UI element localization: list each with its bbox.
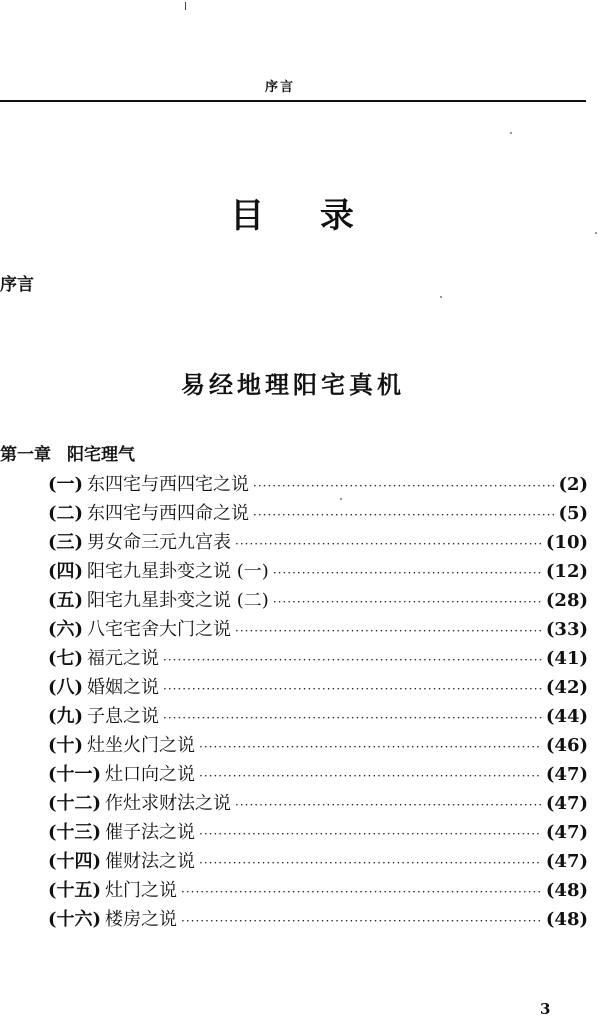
toc-leader [235, 617, 542, 646]
toc-entry [48, 470, 588, 499]
toc-entry-number: (十六) [48, 909, 102, 930]
scan-artifact [340, 498, 342, 500]
toc-entry-number: (三) [48, 532, 84, 553]
toc-entry-number: (一) [48, 474, 84, 495]
toc-entry-number: (十一) [48, 764, 102, 785]
chapter-number: 第一章 [0, 445, 51, 465]
toc-entry-page: (5) [558, 503, 588, 524]
toc-entry-page: (33) [545, 619, 588, 640]
toc-entry-label: 灶门之说 [105, 880, 178, 901]
toc-entry [48, 615, 588, 644]
toc-entry-label: 东四宅与西四宅之说 [87, 474, 250, 495]
book-title: 易经地理阳宅真机 [181, 371, 405, 399]
toc-entry-label: 催财法之说 [105, 851, 196, 872]
toc-leader [199, 762, 542, 791]
toc-leader [199, 733, 542, 762]
chapter-title [0, 440, 135, 465]
toc-entry-label: 阳宅九星卦变之说 (二) [87, 590, 269, 611]
toc-entry-label: 催子法之说 [105, 822, 196, 843]
toc-entry [48, 528, 588, 557]
toc-entry-label: 阳宅九星卦变之说 (一) [87, 561, 269, 582]
toc-entry-page: (47) [545, 822, 588, 843]
toc-list [48, 470, 588, 934]
toc-leader [163, 704, 542, 733]
toc-entry-page: (44) [545, 706, 588, 727]
toc-entry [48, 644, 588, 673]
toc-leader [199, 820, 542, 849]
toc-entry-page: (41) [545, 648, 588, 669]
toc-leader [273, 588, 542, 617]
toc-entry-number: (五) [48, 590, 84, 611]
toc-entry [48, 789, 588, 818]
toc-entry-number: (九) [48, 706, 84, 727]
toc-entry [48, 760, 588, 789]
toc-leader [181, 878, 542, 907]
preface-entry: 序言 [0, 275, 34, 295]
toc-entry [48, 876, 588, 905]
scan-artifact [510, 132, 512, 134]
toc-entry [48, 731, 588, 760]
header-rule [0, 100, 586, 102]
toc-entry-label: 八宅宅舍大门之说 [87, 619, 232, 640]
toc-entry-number: (八) [48, 677, 84, 698]
toc-entry-label: 婚姻之说 [87, 677, 160, 698]
toc-leader [253, 501, 554, 530]
toc-entry-number: (十三) [48, 822, 102, 843]
toc-entry-number: (四) [48, 561, 84, 582]
toc-entry-page: (47) [545, 793, 588, 814]
toc-entry-page: (48) [545, 880, 588, 901]
toc-entry-label: 作灶求财法之说 [105, 793, 232, 814]
toc-entry-page: (2) [558, 474, 588, 495]
toc-entry [48, 499, 588, 528]
toc-leader [163, 675, 542, 704]
toc-entry-label: 子息之说 [87, 706, 160, 727]
toc-entry [48, 586, 588, 615]
toc-entry-label: 灶坐火门之说 [87, 735, 196, 756]
toc-entry [48, 905, 588, 934]
toc-entry-number: (七) [48, 648, 84, 669]
toc-entry-number: (二) [48, 503, 84, 524]
toc-entry-page: (47) [545, 851, 588, 872]
toc-entry [48, 818, 588, 847]
toc-entry-page: (28) [545, 590, 588, 611]
chapter-name: 阳宅理气 [67, 445, 135, 465]
toc-entry [48, 702, 588, 731]
scan-artifact [440, 296, 442, 298]
toc-leader [273, 559, 542, 588]
toc-entry-page: (47) [545, 764, 588, 785]
toc-entry-label: 福元之说 [87, 648, 160, 669]
toc-entry-page: (48) [545, 909, 588, 930]
page-number: 3 [540, 1000, 551, 1018]
toc-entry-page: (12) [545, 561, 588, 582]
toc-entry-label: 东四宅与西四命之说 [87, 503, 250, 524]
toc-entry-page: (10) [545, 532, 588, 553]
page-title: 目 录 [230, 196, 376, 236]
toc-leader [235, 791, 542, 820]
toc-entry [48, 673, 588, 702]
toc-entry-number: (六) [48, 619, 84, 640]
running-header: 序言 [264, 80, 295, 95]
toc-entry-label: 灶口向之说 [105, 764, 196, 785]
toc-leader [181, 907, 542, 936]
toc-entry-number: (十) [48, 735, 84, 756]
toc-entry-number: (十五) [48, 880, 102, 901]
toc-entry-page: (46) [545, 735, 588, 756]
toc-entry-number: (十二) [48, 793, 102, 814]
toc-entry [48, 557, 588, 586]
scan-artifact [595, 232, 597, 234]
scan-artifact [185, 2, 186, 10]
toc-leader [199, 849, 542, 878]
toc-entry-label: 男女命三元九宫表 [87, 532, 232, 553]
toc-entry [48, 847, 588, 876]
toc-leader [163, 646, 542, 675]
toc-entry-label: 楼房之说 [105, 909, 178, 930]
toc-leader [235, 530, 542, 559]
toc-leader [253, 472, 554, 501]
toc-entry-number: (十四) [48, 851, 102, 872]
toc-entry-page: (42) [545, 677, 588, 698]
